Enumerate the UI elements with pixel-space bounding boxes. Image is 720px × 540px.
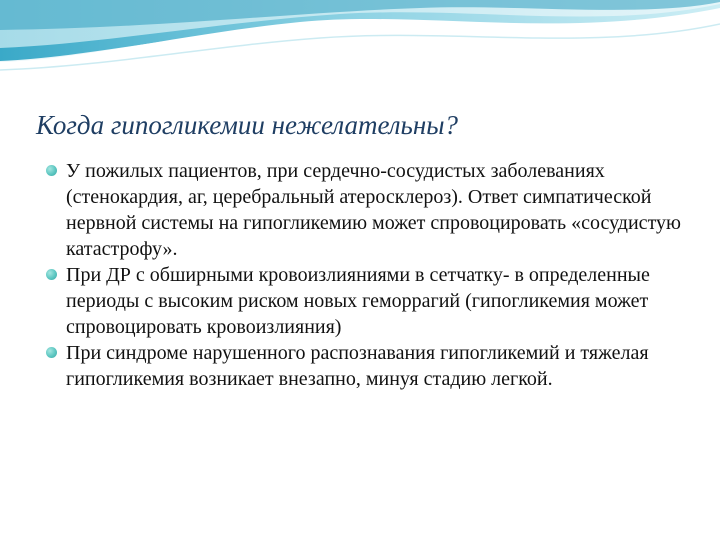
bullet-item xyxy=(44,340,684,392)
bullet-dot-icon xyxy=(46,269,57,280)
wave-header-decoration xyxy=(0,0,720,80)
bullet-item xyxy=(44,262,684,340)
bullet-text: При ДР с обширными кровоизлияниями в сетчатку- в определенные периоды с высоким риском новых геморрагий (гипогликемия может спровоцировать кровоизлияния) xyxy=(66,264,650,338)
slide-title: Когда гипогликемии нежелательны? xyxy=(36,110,459,140)
bullet-dot-icon xyxy=(46,347,57,358)
bullet-text: У пожилых пациентов, при сердечно-сосудистых заболеваниях (стенокардия, аг, церебральный атеросклероз). Ответ симпатической нервной системы на гипогликемию может спровоцировать «сосудистую катастрофу». xyxy=(66,160,681,260)
bullet-list xyxy=(44,158,684,392)
bullet-item xyxy=(44,158,684,262)
bullet-dot-icon xyxy=(46,165,57,176)
bullet-text: При синдроме нарушенного распознавания гипогликемий и тяжелая гипогликемия возникает внезапно, минуя стадию легкой. xyxy=(66,342,649,390)
